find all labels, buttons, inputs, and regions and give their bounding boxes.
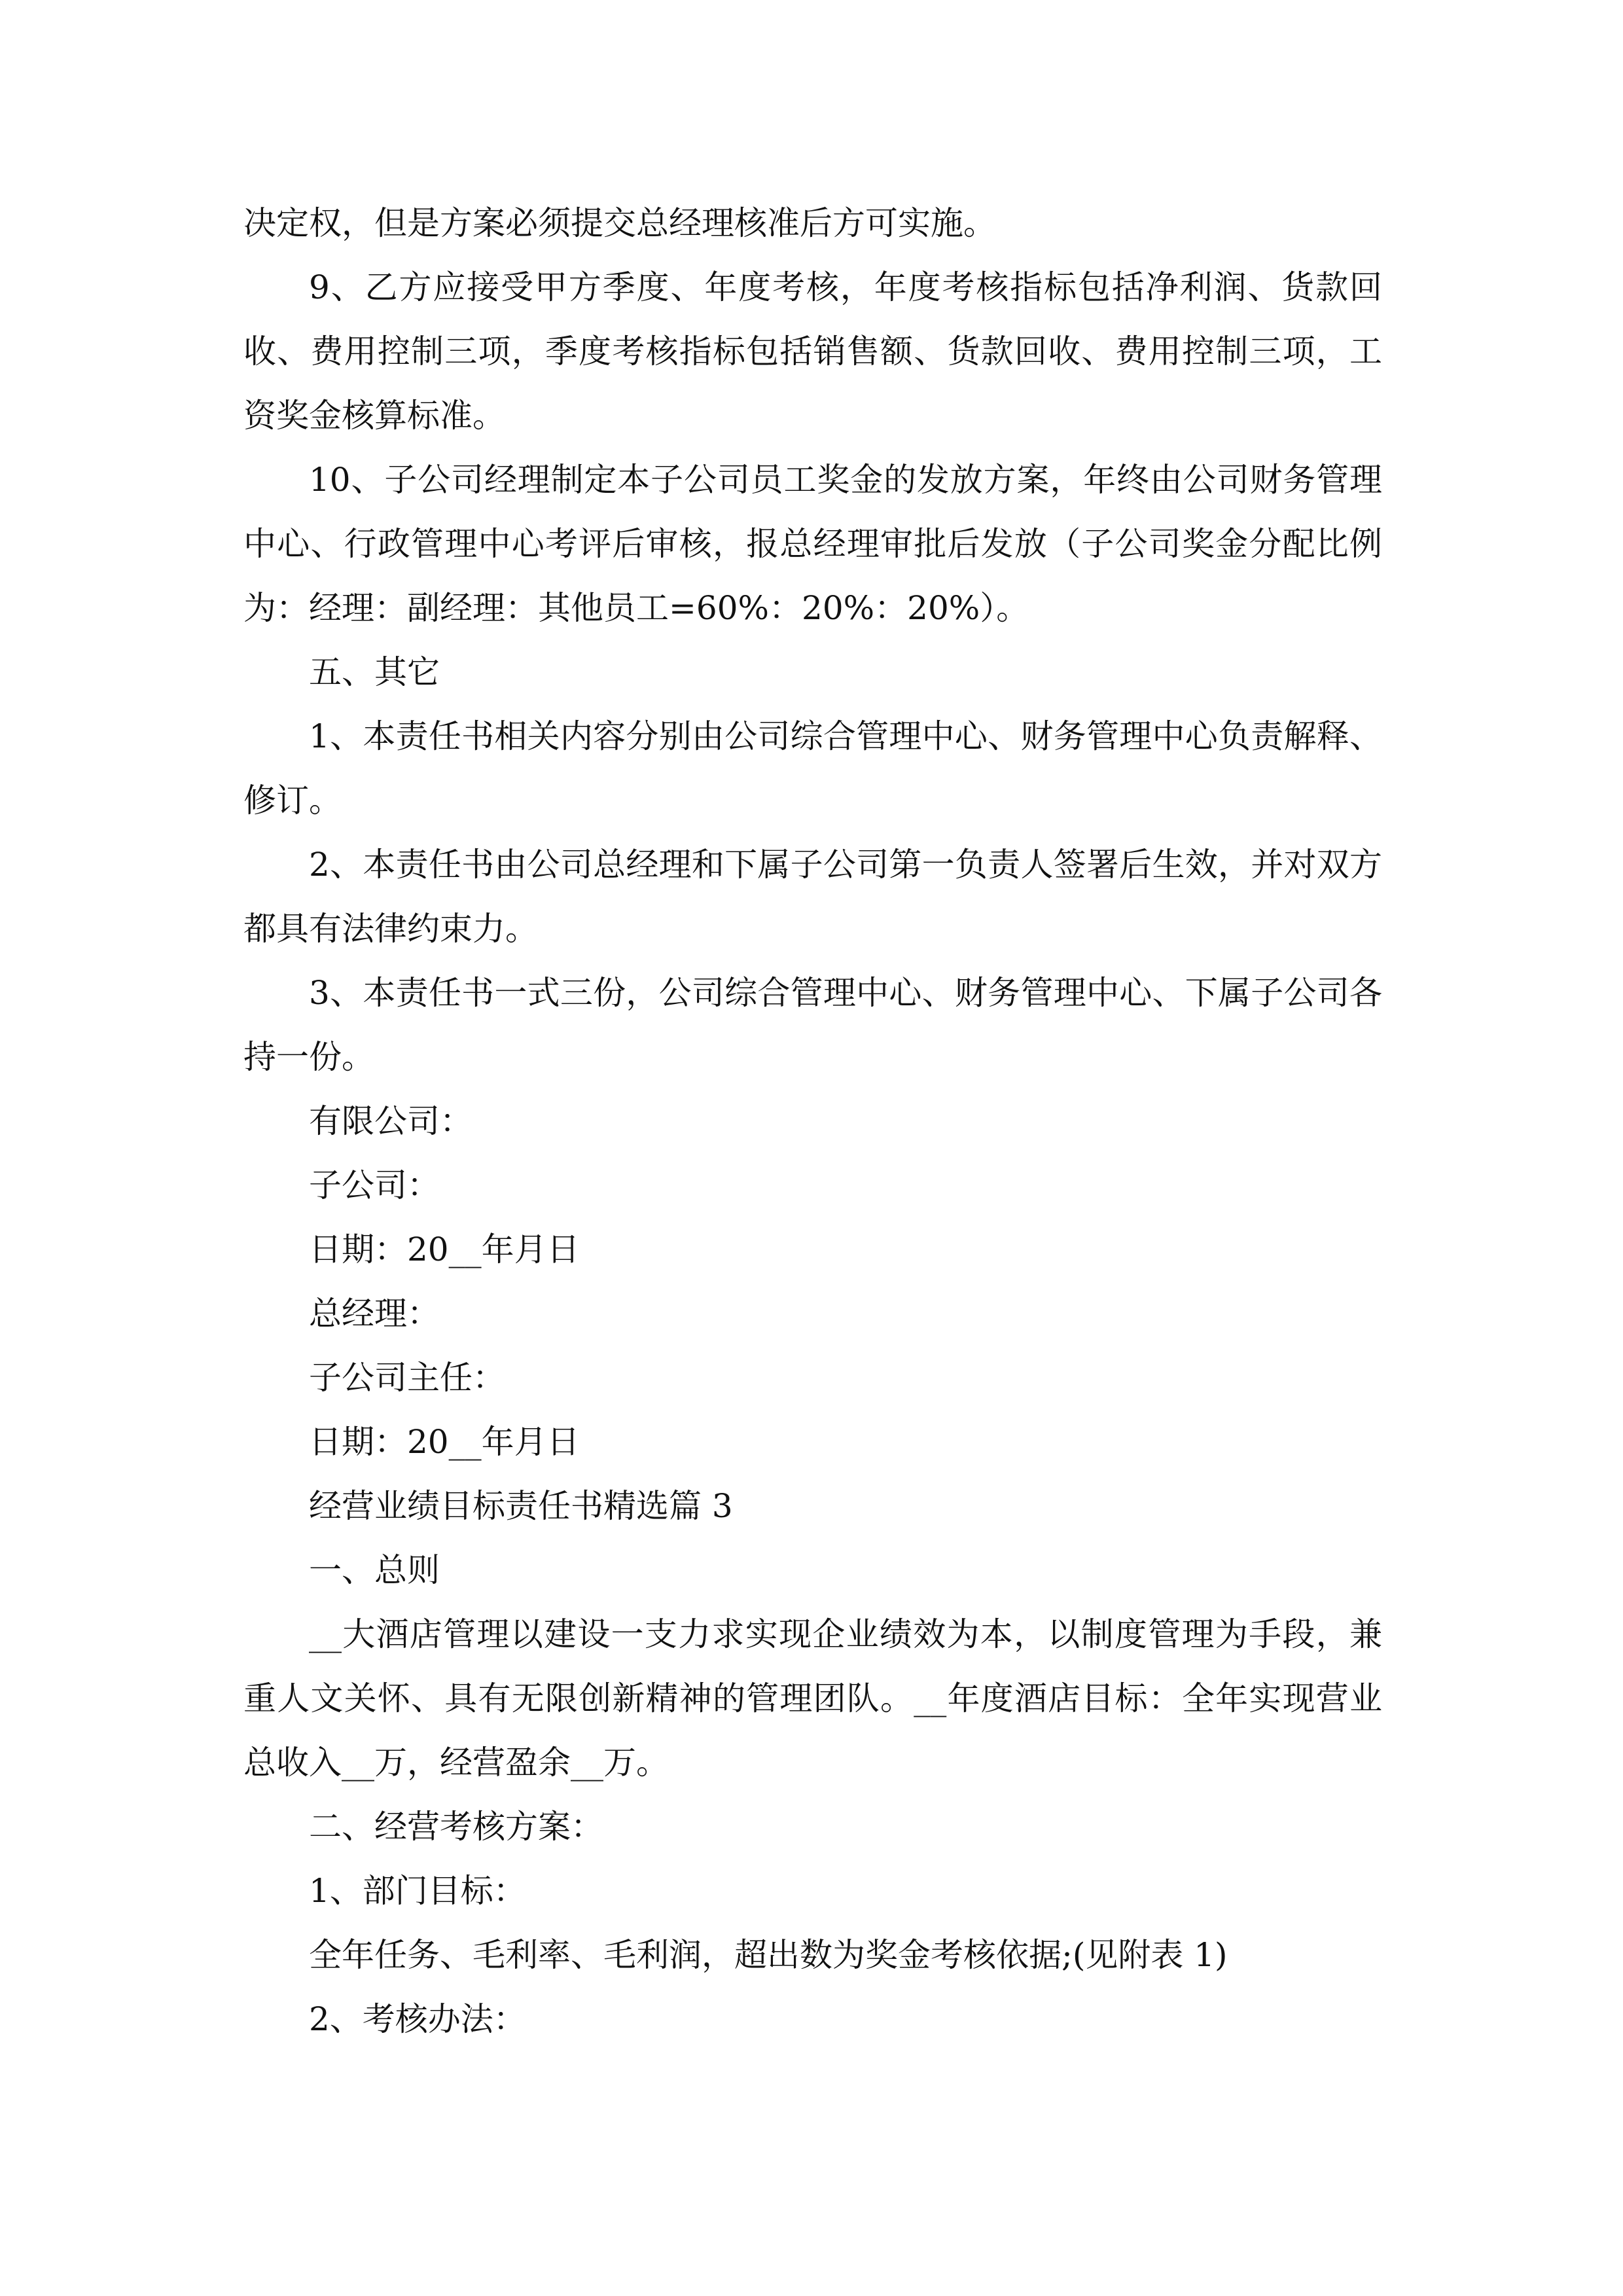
paragraph-other-2: 2、本责任书由公司总经理和下属子公司第一负责人签署后生效，并对双方都具有法律约束力。: [243, 846, 1382, 948]
section-heading-general: 一、总则: [309, 1551, 440, 1589]
signature-subsidiary: 子公司：: [309, 1166, 440, 1204]
signature-company: 有限公司：: [309, 1102, 473, 1140]
section-heading-other: 五、其它: [309, 653, 440, 691]
signature-general-manager: 总经理：: [309, 1295, 440, 1333]
article-title: 经营业绩目标责任书精选篇 3: [309, 1487, 733, 1525]
paragraph-continuation: 决定权，但是方案必须提交总经理核准后方可实施。: [243, 204, 996, 242]
paragraph-department-goal: 1、部门目标：: [309, 1872, 526, 1910]
paragraph-assessment-method: 2、考核办法：: [309, 2000, 526, 2038]
section-heading-assessment: 二、经营考核方案：: [309, 1808, 603, 1846]
paragraph-annual-tasks: 全年任务、毛利率、毛利润，超出数为奖金考核依据;(见附表 1): [309, 1936, 1228, 1974]
signature-subsidiary-director: 子公司主任：: [309, 1359, 505, 1397]
document-body: [243, 191, 1382, 2051]
paragraph-item-9: 9、乙方应接受甲方季度、年度考核，年度考核指标包括净利润、货款回收、费用控制三项，季度考核指标包括销售额、货款回收、费用控制三项，工资奖金核算标准。: [243, 268, 1382, 435]
paragraph-item-10: 10、子公司经理制定本子公司员工奖金的发放方案，年终由公司财务管理中心、行政管理中心考评后审核，报总经理审批后发放（子公司奖金分配比例为：经理：副经理：其他员工=60%：20%：20%）。: [243, 461, 1382, 627]
signature-date-2: 日期：20__年月日: [309, 1423, 580, 1461]
paragraph-other-3: 3、本责任书一式三份，公司综合管理中心、财务管理中心、下属子公司各持一份。: [243, 974, 1382, 1076]
signature-date-1: 日期：20__年月日: [309, 1230, 580, 1268]
paragraph-general: __大酒店管理以建设一支力求实现企业绩效为本，以制度管理为手段，兼重人文关怀、具有无限创新精神的管理团队。__年度酒店目标：全年实现营业总收入__万，经营盈余__万。: [243, 1615, 1382, 1782]
paragraph-other-1: 1、本责任书相关内容分别由公司综合管理中心、财务管理中心负责解释、修订。: [243, 717, 1382, 819]
